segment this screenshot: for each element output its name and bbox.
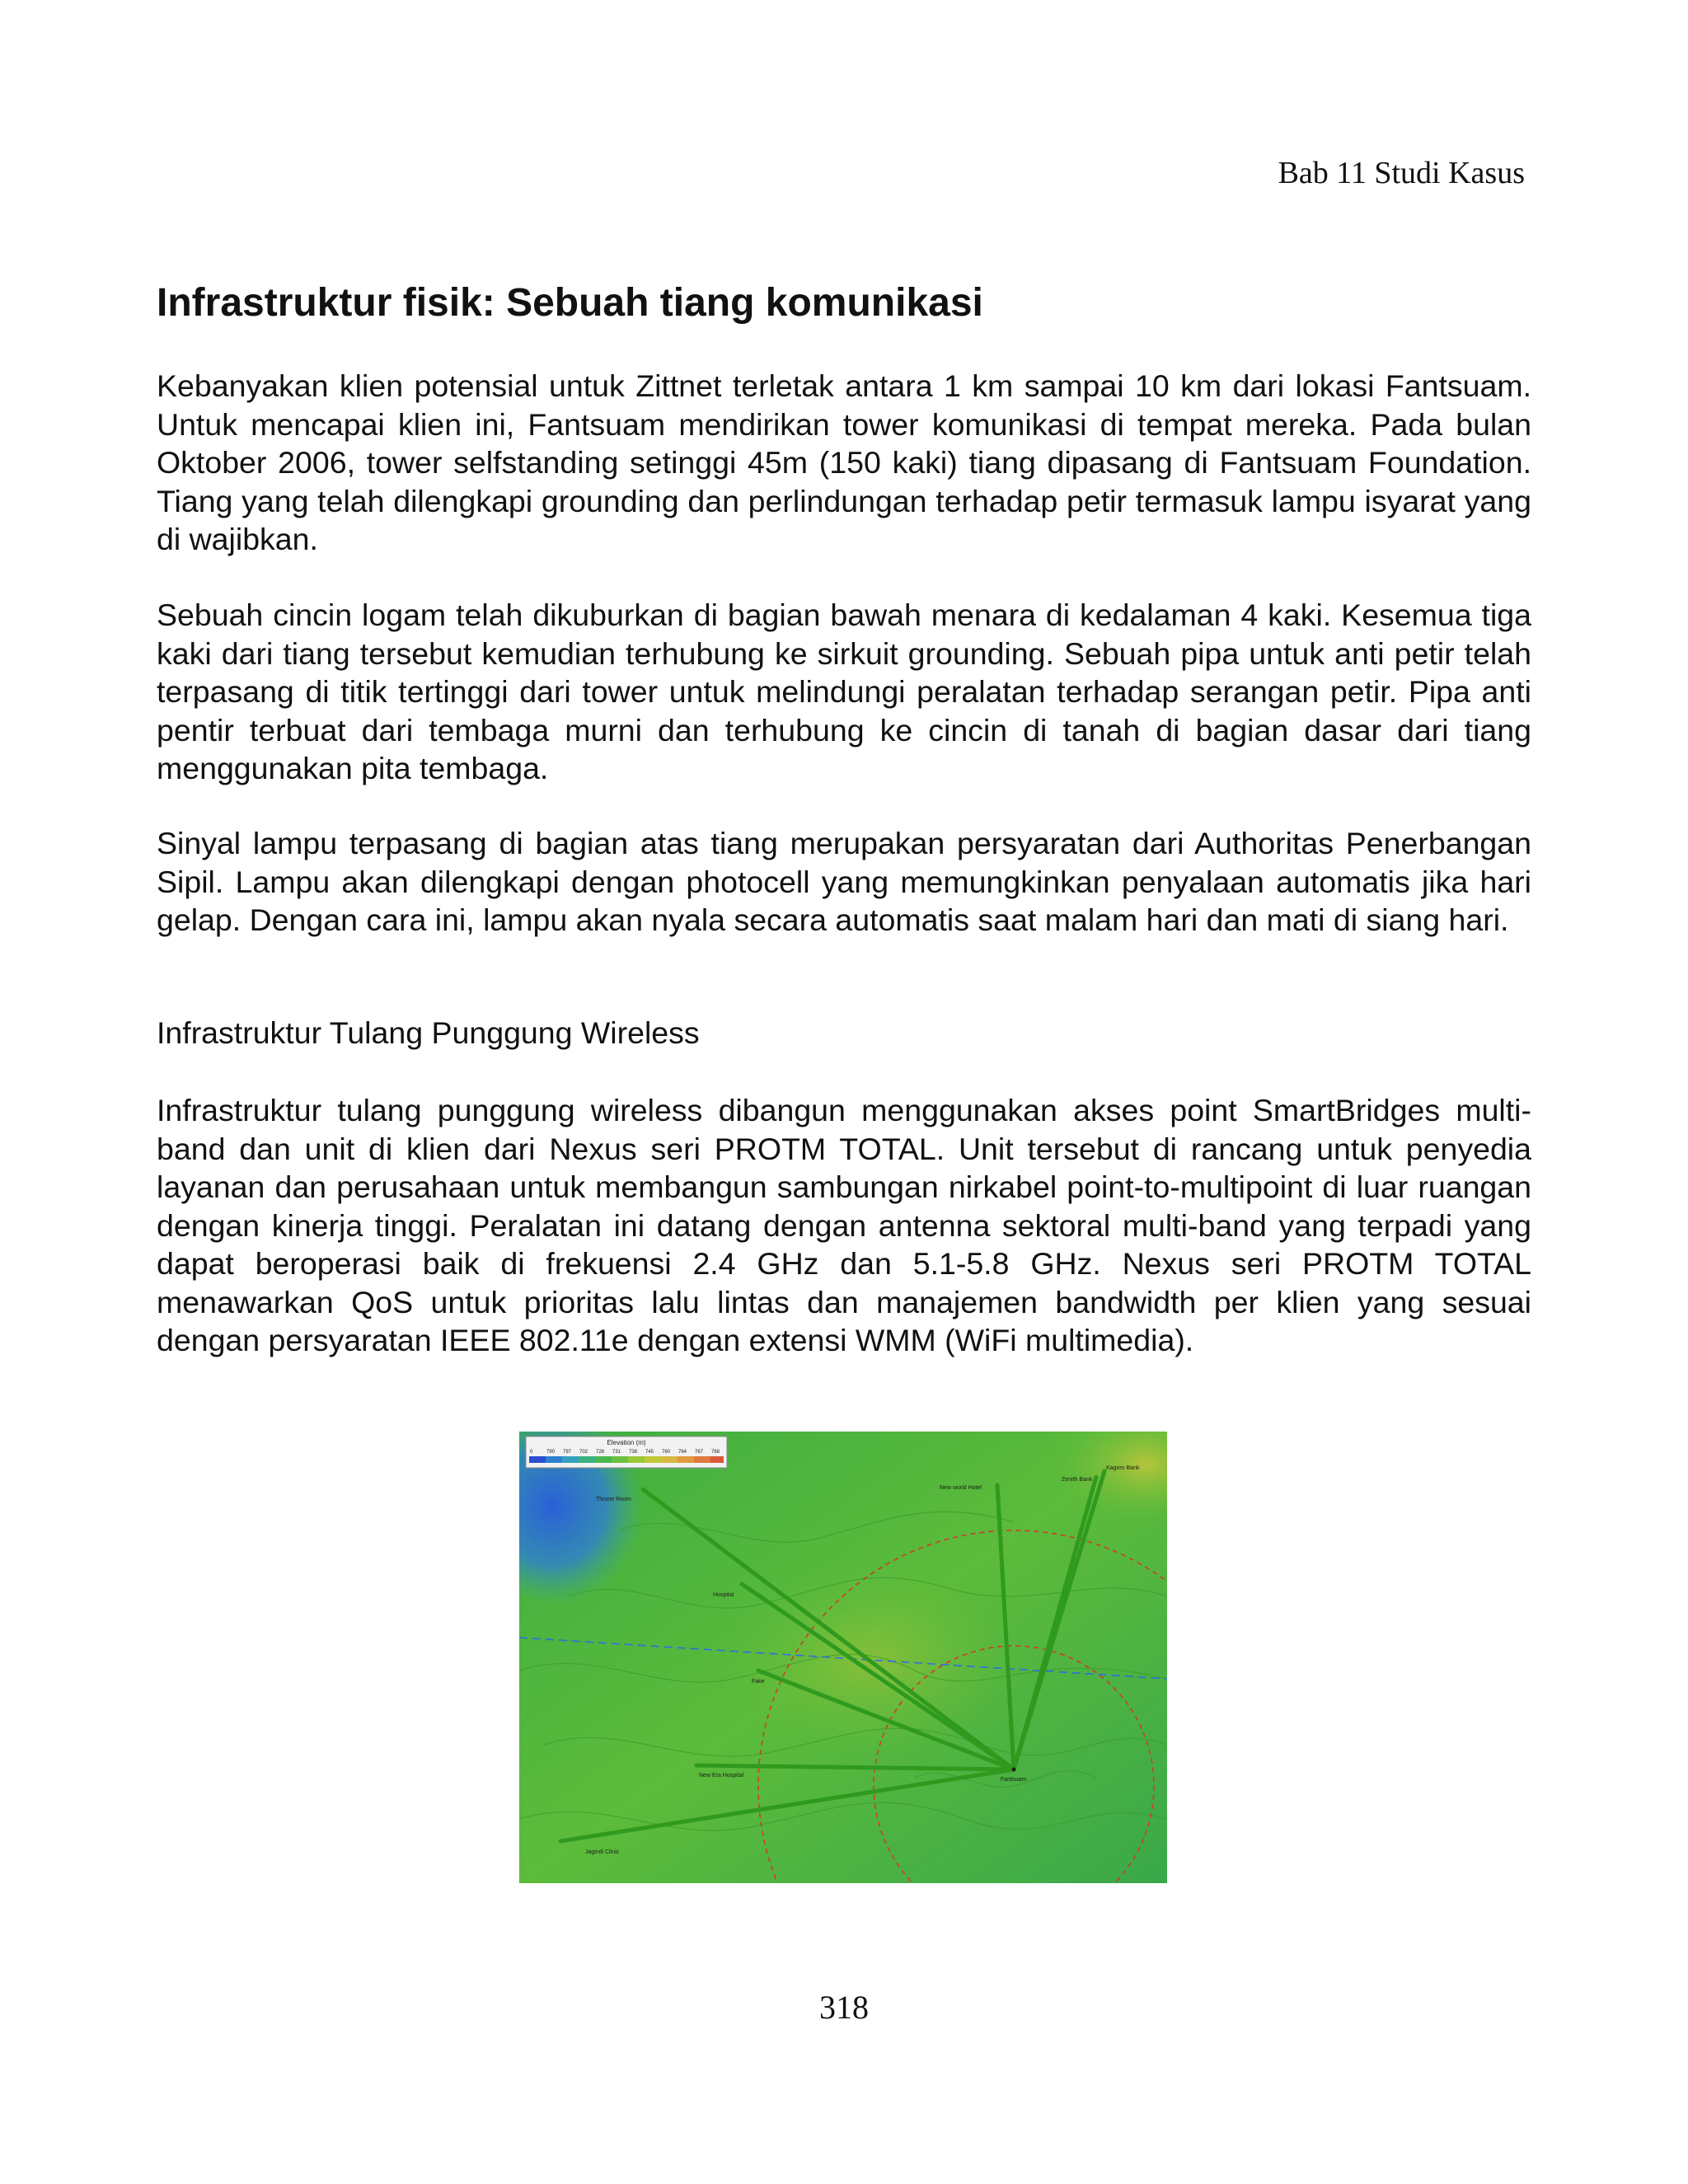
running-header: Bab 11 Studi Kasus (1278, 156, 1525, 190)
elevation-legend (526, 1436, 727, 1468)
svg-text:764: 764 (678, 1450, 687, 1455)
page-number: 318 (819, 1989, 869, 2026)
svg-text:797: 797 (563, 1450, 572, 1455)
site-label: Zenith Bank (1062, 1477, 1093, 1483)
paragraph-4: Infrastruktur tulang punggung wireless dibangun menggunakan akses point SmartBridges multi-band dan unit di klien dari Nexus seri PROTM TOTAL. Unit tersebut di rancang untuk penyedia layanan dan perusahaan untuk membangun sambungan nirkabel point-to-multipoint di luar ruangan dengan kinerja tinggi. Peralatan ini datang dengan antenna sektoral multi-band yang terpadi yang dapat beroperasi baik di frekuensi 2.4 GHz dan 5.1-5.8 GHz. Nexus seri PROTM TOTAL menawarkan QoS untuk prioritas lalu lintas dan manajemen bandwidth per klien yang sesuai dengan persyaratan IEEE 802.11e dengan extensi WMM (WiFi multimedia). (157, 1093, 1531, 1357)
site-label-hub: Fantsuam (1001, 1777, 1027, 1783)
svg-text:760: 760 (662, 1450, 671, 1455)
svg-text:768: 768 (711, 1450, 720, 1455)
svg-text:0: 0 (530, 1450, 533, 1455)
svg-text:702: 702 (579, 1450, 588, 1455)
svg-text:738: 738 (629, 1450, 638, 1455)
site-label: Kagoro Bank (1106, 1465, 1140, 1471)
svg-text:745: 745 (645, 1450, 654, 1455)
legend-title: Elevation (m) (607, 1439, 646, 1446)
site-label: Fake (752, 1679, 765, 1685)
site-label: Throne Room (596, 1497, 631, 1502)
paragraph-1: Kebanyakan klien potensial untuk Zittnet terletak antara 1 km sampai 10 km dari lokasi Fantsuam. Untuk mencapai klien ini, Fantsuam mendirikan tower komunikasi di tempat mereka. Pada bulan Oktober 2006, tower selfstanding setinggi 45m (150 kaki) tiang dipasang di Fantsuam Foundation. Tiang yang telah dilengkapi grounding dan perlindungan terhadap petir termasuk lampu isyarat yang di wajibkan. (157, 368, 1531, 556)
svg-text:790: 790 (546, 1450, 556, 1455)
paragraph-3: Sinyal lampu terpasang di bagian atas tiang merupakan persyaratan dari Authoritas Penerbangan Sipil. Lampu akan dilengkapi dengan photocell yang memungkinkan penyalaan automatis jika hari gelap. Dengan cara ini, lampu akan nyala secara automatis saat malam hari dan mati di siang hari. (157, 826, 1531, 937)
svg-text:767: 767 (695, 1450, 704, 1455)
paragraph-2: Sebuah cincin logam telah dikuburkan di bagian bawah menara di kedalaman 4 kaki. Kesemua tiga kaki dari tiang tersebut kemudian terhubung ke sirkuit grounding. Sebuah pipa untuk anti petir telah terpasang di titik tertinggi dari tower untuk melindungi peralatan terhadap serangan petir. Pipa anti pentir terbuat dari tembaga murni dan terhubung ke cincin di tanah di bagian dasar dari tiang menggunakan pita tembaga. (157, 598, 1531, 785)
site-label: New Era Hospital (699, 1773, 744, 1779)
svg-text:731: 731 (612, 1450, 621, 1455)
network-elevation-map (519, 1432, 1167, 1883)
section-title: Infrastruktur fisik: Sebuah tiang komunikasi (157, 281, 983, 325)
site-label: Jagindi Clinic (585, 1849, 620, 1855)
subheading: Infrastruktur Tulang Punggung Wireless (157, 1015, 700, 1050)
site-label: Hospital (713, 1592, 734, 1598)
svg-text:728: 728 (596, 1450, 605, 1455)
site-label: New world Hotel (940, 1485, 982, 1491)
hub-marker (1012, 1768, 1016, 1772)
map-svg (519, 1432, 1167, 1883)
